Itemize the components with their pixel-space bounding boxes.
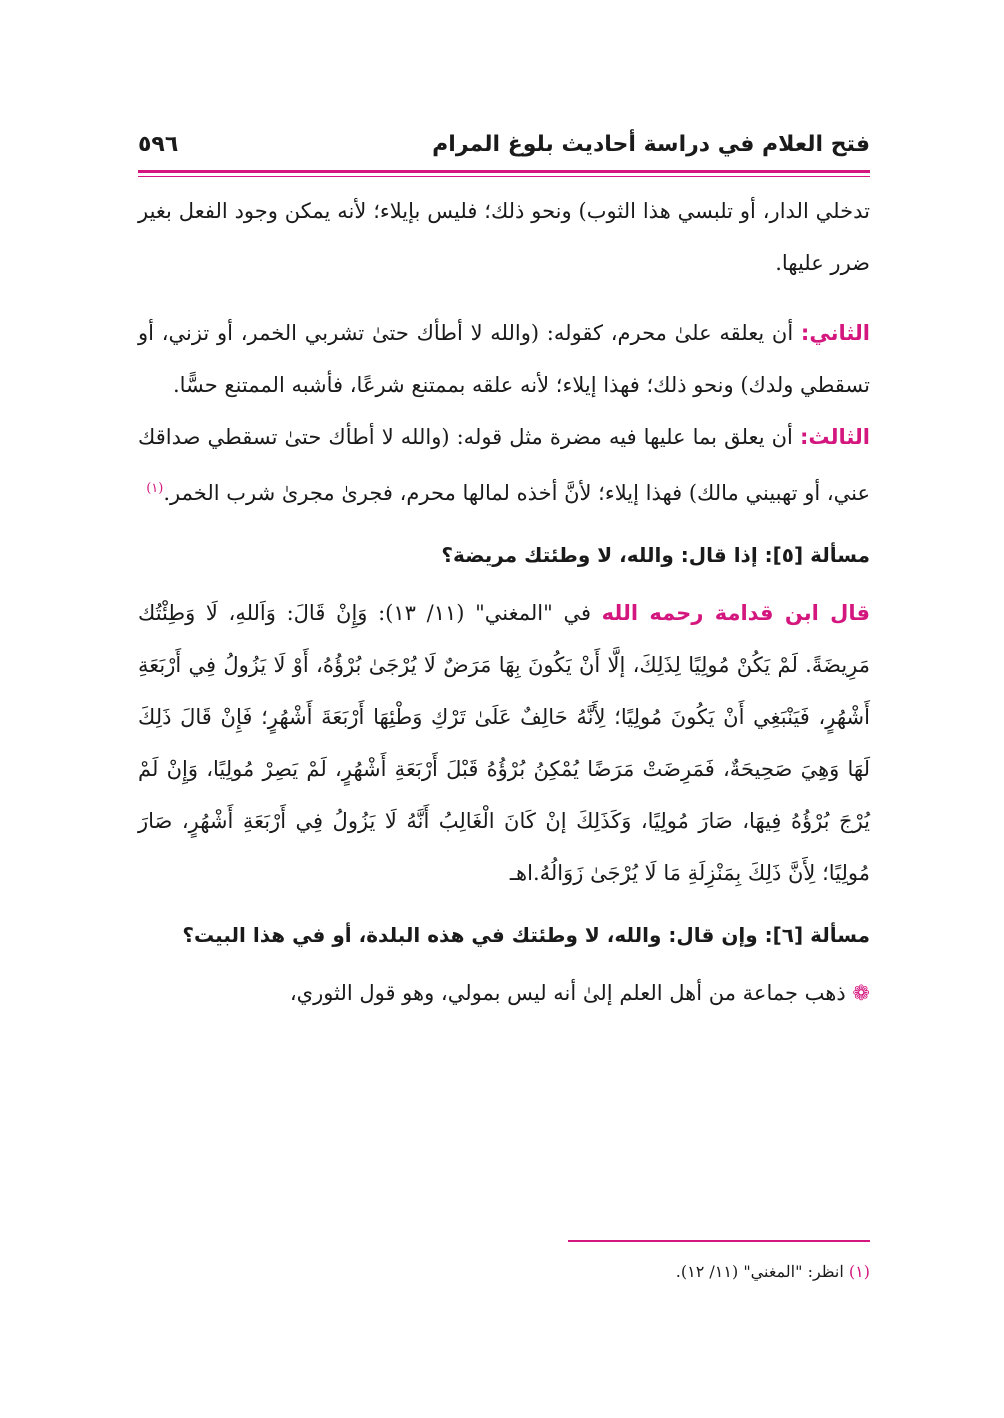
header-rule-thick: [138, 170, 870, 173]
quote-text: في "المغني" (١١/ ١٣): وَإِنْ قَالَ: وَاَللهِ، لَا وَطِئْتُك مَرِيضَةً. لَمْ يَكُنْ مُولِيًا لِذَلِكَ، إلَّا أَنْ يَكُونَ بِهَا مَرَضٌ لَا يُرْجَىٰ بُرْؤُهُ، أَوْ لَا يَزُولُ فِي أَرْبَعَةِ أَشْهُرٍ، فَيَنْبَغِي أَنْ يَكُونَ مُولِيًا؛ لِأَنَّهُ حَالِفٌ عَلَىٰ تَرْكِ وَطْئِهَا أَرْبَعَةَ أَشْهُرٍ؛ فَإِنْ قَالَ ذَلِكَ لَهَا وَهِيَ صَحِيحَةٌ، فَمَرِضَتْ مَرَضًا يُمْكِنُ بُرْؤُهُ قَبْلَ أَرْبَعَةِ أَشْهُرٍ، لَمْ يَصِرْ مُولِيًا، وَإِنْ لَمْ يُرْجَ بُرْؤُهُ فِيهَا، صَارَ مُولِيًا، وَكَذَلِكَ إنْ كَانَ الْغَالِبُ أَنَّهُ لَا يَزُولُ فِي أَرْبَعَةِ أَشْهُرٍ، صَارَ مُولِيًا؛ لِأَنَّ ذَلِكَ بِمَنْزِلَةِ مَا لَا يُرْجَىٰ زَوَالُهُ.اهـ: [138, 601, 870, 885]
paragraph-continued: تدخلي الدار، أو تلبسي هذا الثوب) ونحو ذلك؛ فليس بإيلاء؛ لأنه يمكن وجود الفعل بغير ضرر عليها.: [138, 199, 870, 275]
page-header: [138, 126, 870, 162]
issue-5-heading: مسألة [٥]: إذا قال: والله، لا وطئتك مريضة؟: [441, 543, 870, 567]
quote-author: قال ابن قدامة رحمه الله: [601, 601, 870, 625]
quote-ibn-qudama: [138, 587, 870, 899]
flower-ornament-icon: ❁: [852, 981, 870, 1005]
issue-6-text: [138, 967, 870, 1019]
page-number: ٥٩٦: [138, 131, 179, 157]
book-title: فتح العلام في دراسة أحاديث بلوغ المرام: [432, 131, 870, 157]
page-body: [138, 185, 870, 1019]
paragraph-second-text: أن يعلقه علىٰ محرم، كقوله: (والله لا أطأك حتىٰ تشربي الخمر، أو تزني، أو تسقطي ولدك) ونحو ذلك؛ فهذا إيلاء؛ لأنه علقه بممتنع شرعًا، فأشبه الممتنع حسًّا.: [138, 321, 870, 397]
paragraph-third-text: أن يعلق بما عليها فيه مضرة مثل قوله: (والله لا أطأك حتىٰ تسقطي صداقك عني، أو تهبيني مالك) فهذا إيلاء؛ لأنَّ أخذه لمالها محرم، فجرىٰ مجرىٰ شرب الخمر.: [138, 425, 870, 505]
label-third: الثالث:: [799, 425, 870, 449]
paragraph-second: [138, 307, 870, 411]
paragraph-third: [138, 411, 870, 519]
footnote-rule: [568, 1240, 870, 1242]
footnote-text: انظر: "المغني" (١١/ ١٢).: [675, 1262, 849, 1281]
issue-6-body: ذهب جماعة من أهل العلم إلىٰ أنه ليس بمولي، وهو قول الثوري،: [289, 981, 853, 1005]
issue-6-heading: مسألة [٦]: وإن قال: والله، لا وطئتك في هذه البلدة، أو في هذا البيت؟: [182, 923, 870, 947]
footnote: [138, 1262, 870, 1281]
footnote-reference[interactable]: (١): [146, 481, 164, 496]
footnote-number: (١): [848, 1262, 870, 1281]
header-rule-thin: [138, 176, 870, 177]
label-second: الثاني:: [800, 321, 870, 345]
